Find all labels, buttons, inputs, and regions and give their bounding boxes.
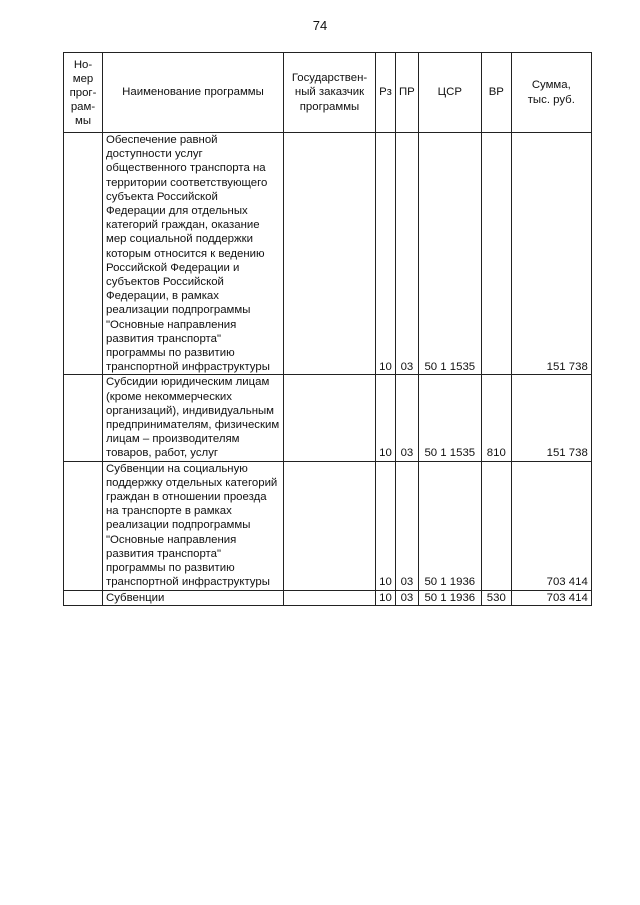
cell-rz: 10 xyxy=(376,590,396,605)
table-header-row xyxy=(64,53,592,133)
cell-vr xyxy=(481,133,511,375)
cell-name: Обеспечение равной доступности услуг общественного транспорта на территории соответствующего субъекта Российской Федерации для отдельных категорий граждан, оказание мер социальной поддержки которым относится к ведению Российской Федерации и субъектов Российской Федерации, в рамках реализации подпрограммы "Основные направления развития транспорта" программы по развитию транспортной инфраструктуры xyxy=(103,133,284,375)
cell-pr: 03 xyxy=(396,133,419,375)
cell-pr: 03 xyxy=(396,590,419,605)
cell-name: Субвенции на социальную поддержку отдельных категорий граждан в отношении проезда на транспорте в рамках реализации подпрограммы "Основные направления развития транспорта" программы по развитию транспортной инфраструктуры xyxy=(103,461,284,590)
cell-pr: 03 xyxy=(396,461,419,590)
table-row xyxy=(64,375,592,461)
cell-pr: 03 xyxy=(396,375,419,461)
cell-csr: 50 1 1936 xyxy=(418,590,481,605)
cell-name: Субвенции xyxy=(103,590,284,605)
cell-number xyxy=(64,590,103,605)
page-number: 74 xyxy=(312,18,328,33)
cell-name: Субсидии юридическим лицам (кроме некоммерческих организаций), индивидуальным предпринимателям, физическим лицам – производителям товаров, работ, услуг xyxy=(103,375,284,461)
cell-vr: 530 xyxy=(481,590,511,605)
cell-customer xyxy=(284,461,376,590)
cell-customer xyxy=(284,590,376,605)
table-row xyxy=(64,133,592,375)
cell-sum: 703 414 xyxy=(511,461,591,590)
header-name: Наименование программы xyxy=(103,53,284,133)
cell-number xyxy=(64,133,103,375)
header-pr: ПР xyxy=(396,53,419,133)
cell-rz: 10 xyxy=(376,375,396,461)
cell-customer xyxy=(284,133,376,375)
header-customer: Государствен- ный заказчик программы xyxy=(284,53,376,133)
cell-rz: 10 xyxy=(376,133,396,375)
cell-customer xyxy=(284,375,376,461)
cell-number xyxy=(64,375,103,461)
budget-program-table xyxy=(63,52,592,606)
header-sum: Сумма, тыс. руб. xyxy=(511,53,591,133)
header-csr: ЦСР xyxy=(418,53,481,133)
cell-rz: 10 xyxy=(376,461,396,590)
cell-csr: 50 1 1535 xyxy=(418,375,481,461)
table-row xyxy=(64,461,592,590)
cell-vr: 810 xyxy=(481,375,511,461)
cell-sum: 151 738 xyxy=(511,133,591,375)
cell-csr: 50 1 1936 xyxy=(418,461,481,590)
header-vr: ВР xyxy=(481,53,511,133)
header-rz: Рз xyxy=(376,53,396,133)
cell-number xyxy=(64,461,103,590)
cell-csr: 50 1 1535 xyxy=(418,133,481,375)
header-number: Но- мер прог- рам- мы xyxy=(64,53,103,133)
cell-sum: 703 414 xyxy=(511,590,591,605)
cell-vr xyxy=(481,461,511,590)
cell-sum: 151 738 xyxy=(511,375,591,461)
table-row xyxy=(64,590,592,605)
